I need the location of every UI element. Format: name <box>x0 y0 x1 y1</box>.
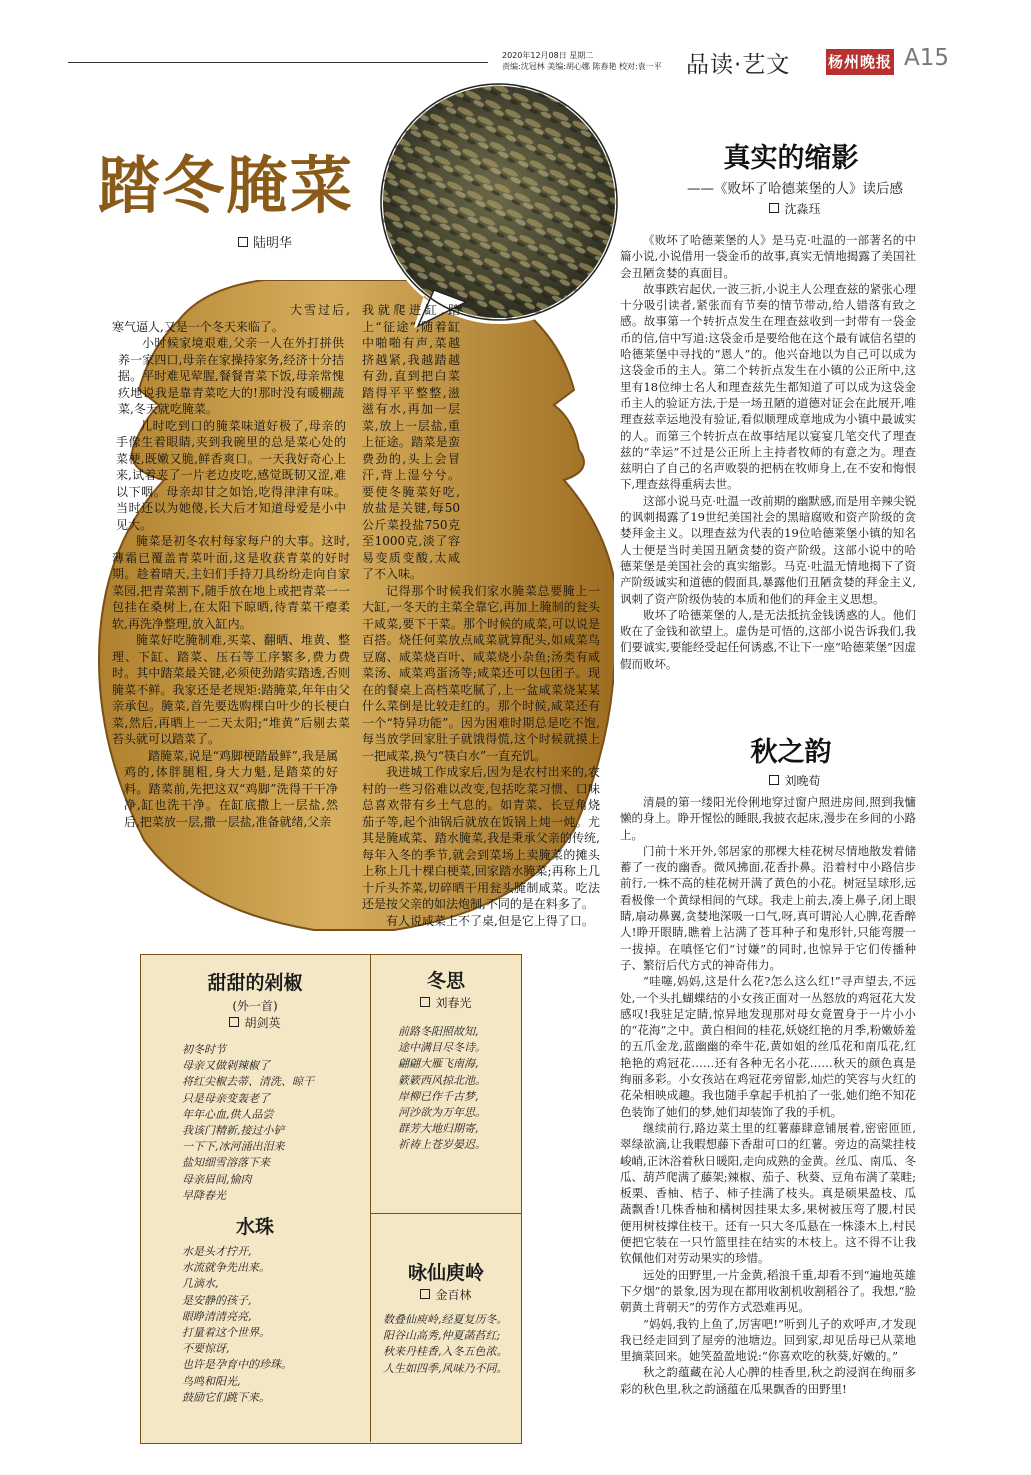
poem-line: 群芳大地归期寄, <box>398 1122 479 1136</box>
paragraph: 这部小说马克·吐温一改前期的幽默感,而是用辛辣尖锐的讽刺揭露了19世纪美国社会的黑暗腐败和资产阶级的贪婪拜金主义。以理查兹为代表的19位哈德莱堡小镇的知名人士便是当时美国丑陋贪婪的资产阶级。这部小说中的哈德莱堡是美国社会的真实缩影。马克·吐温无情地揭下了资产阶级诚实和道德的假面具,暴露他们丑陋贪婪的拜金主义,讽刺了资产阶级伪装的本质和他们的拜金主义思想。 <box>620 493 916 606</box>
article-author <box>238 232 292 251</box>
paragraph: 清晨的第一缕阳光伶俐地穿过窗户照进房间,照到我慵懒的身上。睁开惺忪的睡眼,我披衣起床,漫步在乡间的小路上。 <box>620 795 916 842</box>
poem-line: 河沙欲为万年思。 <box>398 1106 486 1120</box>
square-icon <box>420 1289 430 1299</box>
date-line: 2020年12月08日 星期二 <box>502 51 594 60</box>
poem-subtitle: (外一首) <box>232 999 278 1013</box>
poem-line: 秋来丹桂香,入冬五色浓。 <box>383 1345 508 1359</box>
article-autumn-title: 秋之韵 <box>750 737 832 768</box>
poem-author <box>371 1286 521 1303</box>
paragraph: 大雪过后,寒气逼人,又是一个冬天来临了。 <box>112 303 350 334</box>
paragraph: 故事跌宕起伏,一波三折,小说主人公理查兹的紧张心理十分吸引读者,紧张而有节奏的情节带动,给人错落有致之感。故事第一个转折点发生在理查兹收到一封带有一袋金币的信,信中写道:这袋金币是要给他在这个最有诚信名望的哈德莱堡中寻找的“恩人”的。他兴奋地以为自己可以成为这袋金币的主人。第二个转折点发生在小镇的公正所中,这里有18位绅士名人和理查兹先生都知道了可以成为这袋金币主人的验证方法,于是一场丑陋的道德对证会在此展开,唯理查兹幸运地没有验证,看似顺理成章地成为小镇中最诚实的人。而第三个转折点在故事结尾以宴宴几笔交代了理查兹的“幸运”不过是公正所上主持者牧师的有意之为。理查兹明白了自己的名声败裂的把柄在牧师身上,在不安和悔恨下,理查兹得重病去世。 <box>620 281 916 492</box>
poem-title: 冬思 <box>426 970 465 992</box>
poem-title: 咏仙庾岭 <box>407 1262 484 1284</box>
paragraph: 门前十米开外,邻居家的那棵大桂花树尽情地散发着储蓄了一夜的幽香。微风拂面,花香扑鼻。沿着村中小路信步前行,一株不高的桂花树开满了黄色的小花。树冠呈球形,远看极像一个黄绿相间的气球。我走上前去,凑上鼻子,闭上眼睛,扇动鼻翼,贪婪地深吸一口气,呀,真可谓沁人心脾,花香醉人!睁开眼睛,瞧着上沾满了苍耳种子和鬼形针,只能弯腰一一拔掉。在嗔怪它们“讨嫌”的同时,也惊异于它们传播种子、繁衍后代方式的神奇伟力。 <box>620 843 916 972</box>
poem-line: 母亲眉间,愉肉 <box>182 1172 252 1186</box>
header-info <box>502 50 682 72</box>
paragraph: 记得那个时候我们家水腌菜总要腌上一大缸,一冬天的主菜全靠它,再加上腌制的瓮头干咸菜,要下干菜。那个时候的咸菜,可以说是百搭。烧任何菜放点咸菜就算配头,如咸菜鸟豆腐、咸菜烧百叶、咸菜烧小杂鱼;汤类有咸菜汤、咸菜鸡蛋汤等;咸菜还可以包团子。现在的餐桌上高档菜吃腻了,上一盆咸菜烧某某什么菜倒是比较走红的。那个时候,咸菜还有一个“特异功能”。因为困难时期总是吃不饱,每当放学回家肚子就饿得慌,这个时候就摸上一把咸菜,换勺“筷白水”一直充饥。 <box>362 583 600 763</box>
square-icon <box>229 1017 239 1027</box>
poem-line: 鼓励它们跳下来。 <box>182 1390 270 1404</box>
poem-author <box>140 1014 370 1031</box>
poem-line: 数叠仙庾岭,经夏复历冬。 <box>383 1313 508 1326</box>
poem-line: 将红尖椒去蒂、清洗、晾干 <box>182 1075 314 1089</box>
article-real-subtitle: ——《败坏了哈德莱堡的人》读后感 <box>687 181 903 197</box>
author-name: 胡剑英 <box>244 1016 281 1030</box>
poem-title: 水珠 <box>235 1216 274 1238</box>
poem-line: 水是头才拧开, <box>182 1245 252 1258</box>
paragraph: 小时候家境艰难,父亲一人在外打拼供养一家四口,母亲在家操持家务,经济十分拮据。平时难见荤腥,餐餐青菜下饭,母亲常愧疚地说我是靠青菜吃大的!那时没有暖棚蔬菜,冬天就吃腌菜。 <box>118 336 344 416</box>
poem-line: 也许是孕育中的珍珠。 <box>182 1358 292 1372</box>
poem-lines <box>182 1042 362 1204</box>
article-real-author <box>620 200 970 217</box>
poem-line: 人生如四季,风味乃不同。 <box>383 1361 508 1375</box>
poem-line: 途中满目尽冬诗。 <box>398 1041 486 1055</box>
square-icon <box>769 203 779 213</box>
pickled-vegetable-photo <box>374 80 624 330</box>
poem-line: 我该门精新,接过小铲 <box>182 1124 285 1138</box>
poem-line: 初冬时节 <box>182 1043 226 1056</box>
poem-line: 不要惊讶, <box>182 1342 230 1356</box>
paragraph: 腌菜是初冬农村每家每户的大事。这时,薄霜已覆盖青菜叶面,这是收获青菜的好时期。趁着晴天,主妇们手持刀具纷纷走向自家菜园,把青菜割下,随手放在地上或把青菜一一包挂在桑树上,在太阳下晾晒,待青菜干瘪柔软,再洗净整理,放入缸内。 <box>112 534 350 631</box>
poem-line: 是安静的孩子, <box>182 1293 252 1307</box>
article-real-title: 真实的缩影 <box>723 143 859 174</box>
poem-line: 眼睁清清亮亮, <box>182 1309 252 1323</box>
paragraph: “妈妈,我钓上鱼了,厉害吧!”听到儿子的欢呼声,才发现我已经走回到了屋旁的池塘边。回到家,却见岳母已从菜地里摘菜回来。她笑盈盈地说:“你喜欢吃的秋葵,好嫩的。” <box>620 1316 916 1364</box>
poem-line: 几滴水, <box>182 1277 219 1291</box>
paragraph: 我就爬进缸,踏上“征途”,随着缸中啪啪有声,菜越挤越紧,我越踏越有劲,直到把白菜踏得平平整整,滋滋有水,再加一层菜,放上一层盐,重上征途。踏菜是蛮费劲的,头上会冒汗,背上湿兮兮。要使冬腌菜好吃,放盐是关键,每50公斤菜投盐750克至1000克,淡了容易变质变酸,太咸了不入味。 <box>362 303 460 581</box>
paragraph: 继续前行,路边菜土里的红薯藤肆意铺展着,密密匝匝,翠绿欲滴,让我暇想藤下香甜可口的红薯。旁边的高粱挂枝峻峭,正沐浴着秋日暖阳,走向成熟的金黄。丝瓜、南瓜、冬瓜、葫芦爬满了藤架;辣椒、茄子、秋葵、豆角布满了菜畦;板栗、香柚、桔子、柿子挂满了枝头。真是硕果盈枝、瓜蔬飘香!几株香柚和橘树因挂果太多,果树被压弯了腰,村民便用树枝撑住枝干。还有一只大冬瓜悬在一株漆木上,村民便把它装在一只竹篮里挂在结实的木枝上。这不得不让我钦佩他们对劳动果实的珍惜。 <box>620 1120 916 1266</box>
poem-line: 簌簌西风掠北池。 <box>398 1073 486 1087</box>
poem-line: 岸柳已作千古梦, <box>398 1089 479 1103</box>
paragraph: 远处的田野里,一片金黄,稻浪千重,却看不到“遍地英雄下夕烟”的景象,因为现在都用收割机收割稻谷了。我想,“脸朝黄土背朝天”的劳作方式恐难再见。 <box>620 1267 916 1315</box>
poem-line: 早降春光 <box>182 1188 226 1202</box>
author-name: 陆明华 <box>253 236 293 251</box>
header-rule <box>68 62 488 63</box>
paragraph: 我进城工作成家后,因为是农村出来的,农村的一些习俗难以改变,包括吃菜习惯、口味总喜欢带有乡土气息的。如青菜、长豆角烧茄子等,起个油锅后就放在饭锅上炖一炖。尤其是腌咸菜、踏水腌菜,我是秉承父亲的传统,每年入冬的季节,就会到菜场上卖腌菜的摊头上称上几十棵白梗菜,回家踏水腌菜;再称上几十斤头芥菜,切碎晒干用瓮头腌制咸菜。吃法还是按父亲的如法炮制,不同的是在料多了。 <box>362 765 600 911</box>
article-autumn-body <box>620 794 916 1397</box>
paragraph: 腌菜好吃腌制难,买菜、翻晒、堆黄、整理、下缸、踏菜、压石等工序繁多,费力费时。其中踏菜最关键,必须使劲踏实踏透,否则腌菜不鲜。我家还是老规矩:踏腌菜,年年由父亲承包。腌菜,首先要选购棵白叶少的长梗白菜,然后,再晒上一二天太阳;“堆黄”后剔去菜苔头就可以踏菜了。 <box>112 633 350 746</box>
author-name: 金百林 <box>435 1288 472 1302</box>
article-autumn-author <box>620 772 970 789</box>
poetry-divider <box>370 955 371 1442</box>
urn-text-right <box>362 302 600 929</box>
poem-lines <box>383 1312 517 1377</box>
author-name: 沈淼珏 <box>784 202 821 216</box>
poem-line: 鸟鸣和阳光, <box>182 1374 241 1388</box>
author-name: 刘春光 <box>435 996 472 1010</box>
poetry-divider <box>370 1213 521 1214</box>
author-name: 刘晚荀 <box>784 774 821 788</box>
paragraph: 踏腌菜,说是“鸡脚梗踏最鲜”,我是属鸡的,体胖腿粗,身大力魁,是踏菜的好料。踏菜前,先把这双“鸡脚”洗得干干净净,缸也洗干净。在缸底撒上一层盐,然后,把菜放一层,撒一层盐,准备就绪,父亲 <box>124 748 338 829</box>
poem-line: 母亲又做剁辣椒了 <box>182 1059 270 1073</box>
brand-logo: 杨州晚报 <box>826 49 894 75</box>
poem-line: 祈祷上苍岁晏迟。 <box>398 1138 486 1152</box>
paragraph: 《败坏了哈德莱堡的人》是马克·吐温的一部著名的中篇小说,小说借用一袋金币的故事,真实无情地揭露了美国社会丑陋贪婪的真面目。 <box>620 233 916 280</box>
staff-line: 责编:沈冠林 美编:胡心娜 陈春艳 校对:袁一平 <box>502 62 662 71</box>
paragraph: 儿时吃到口的腌菜味道好极了,母亲的手像生着眼睛,夹到我碗里的总是菜心处的菜梗,既嫩又脆,鲜香爽口。一天我好奇心上来,试着夹了一片老边皮吃,感觉既韧又涩,难以下咽。母亲却甘之如饴,吃得津津有味。当时还以为她傻,长大后才知道母爱是小中见大。 <box>116 418 346 532</box>
poem-author <box>371 994 521 1011</box>
paragraph: “哇噻,妈妈,这是什么花?怎么这么红!”寻声望去,不远处,一个头扎蝴蝶结的小女孩正面对一丛怒放的鸡冠花大发感叹!我驻足定睛,惊异地发现那对母女竟置身于一片小小的“花海”之中。黄白相间的桂花,妖娆红艳的月季,粉嫩娇羞的五爪金龙,蓝幽幽的牵牛花,黄如姐的丝瓜花和南瓜花,红艳艳的鸡冠花……还有各种无名小花……秋天的颜色真是绚丽多彩。小女孩站在鸡冠花旁留影,灿烂的笑容与火红的花朵相映成趣。我也随手拿起手机拍了一张,她们绝不知花色装饰了她们的梦,她们却装饰了我的手机。 <box>620 974 916 1119</box>
poem-line: 水流就争先出来。 <box>182 1261 270 1275</box>
square-icon <box>769 775 779 785</box>
poem-line: 年年心血,供人品尝 <box>182 1107 274 1121</box>
poem-line: 翩翩大雁飞南海, <box>398 1057 479 1071</box>
paragraph: 秋之韵蕴藏在沁人心脾的桂香里,秋之韵浸润在绚丽多彩的秋色里,秋之韵涵蕴在瓜果飘香的田野里! <box>620 1365 916 1396</box>
poem-line: 一下下,冰河涌出泪来 <box>182 1140 285 1154</box>
square-icon <box>420 997 430 1007</box>
poem-line: 阳谷山高秀,仲夏菡萏红; <box>383 1329 501 1343</box>
paragraph: 败坏了哈德莱堡的人,是无法抵抗金钱诱惑的人。他们败在了金钱和欲望上。虚伪是可悟的,这部小说告诉我们,我们要诚实,要能经受起任何诱惑,不让下一座“哈德莱堡”因虚假而败坏。 <box>620 607 916 671</box>
poem-line: 只是母亲变轰老了 <box>182 1091 270 1105</box>
poem-line: 打量着这个世界。 <box>182 1326 270 1340</box>
poem-line: 前路冬阳照故知, <box>398 1025 479 1038</box>
poem-lines <box>182 1244 362 1406</box>
paragraph: 有人说咸菜上不了桌,但是它上得了口。 <box>386 913 594 928</box>
article-real-body <box>620 232 916 672</box>
article-title: 踏冬腌菜 <box>98 149 355 222</box>
page-number: A15 <box>904 45 950 71</box>
square-icon <box>238 237 248 247</box>
poem-line: 盐知细雪溶落下来 <box>182 1156 270 1170</box>
section-name: 品读·艺文 <box>686 52 791 78</box>
urn-text-left <box>112 302 350 830</box>
poem-title: 甜甜的剁椒 <box>207 972 303 994</box>
poem-lines <box>398 1024 516 1154</box>
